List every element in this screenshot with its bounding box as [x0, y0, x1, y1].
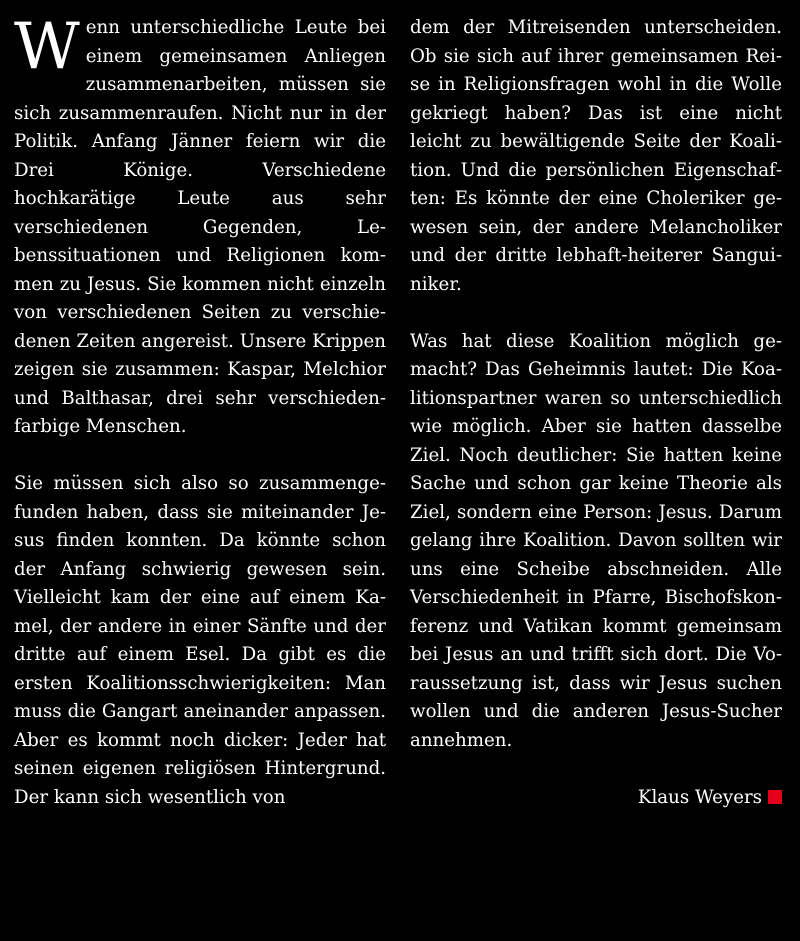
paragraph-2: Sie müssen sich also so zusammengefunden haben, dass sie miteinander Jesus finden konnten. Da könnte schon der Anfang schwierig gewesen sein. Vielleicht kam der eine auf einem Kamel, der andere in einer Sänfte und der dritte auf einem Esel. Da gibt es die ersten Koalitionsschwierigkeiten: Man muss die Gangart aneinander anpassen. Aber es kommt noch dicker: Jeder hat seinen eigenen religiösen Hintergrund. Der kann sich wesentlich von	[14, 473, 386, 808]
end-mark-square-icon	[768, 790, 782, 804]
paragraph-4: Was hat diese Koalition möglich gemacht? Das Geheimnis lautet: Die Koalitionspartner waren so unterschiedlich wie möglich. Aber sie hatten dasselbe Ziel. Noch deutlicher: Sie hatten keine Sache und schon gar keine Theorie als Ziel, sondern eine Person: Jesus. Darum gelang ihre Koalition. Davon sollten wir uns eine Scheibe abschneiden. Alle Verschiedenheit in Pfarre, Bischofskonferenz und Vatikan kommt gemeinsam bei Jesus an und trifft sich dort. Die Voraussetzung ist, dass wir Jesus suchen wollen und die anderen Jesus-Sucher annehmen.	[410, 330, 782, 751]
paragraph-3: dem der Mitreisenden unterscheiden. Ob sie sich auf ihrer gemeinsamen Reise in Religionsfragen wohl in die Wolle gekriegt haben? Das ist eine nicht leicht zu bewältigende Seite der Koalition. Und die persönlichen Eigenschaften: Es könnte der eine Choleriker gewesen sein, der andere Melancholiker und der dritte lebhaft-heiterer Sanguiniker.	[410, 17, 782, 295]
paragraph-1-text: enn unterschiedliche Leute bei einem gemeinsamen Anliegen zusammenarbeiten, müssen sie sich zusammenraufen. Nicht nur in der Politik. Anfang Jänner feiern wir die Drei Könige. Verschiedene hochkarätige Leute aus sehr verschiedenen Gegenden, Lebenssituationen und Religionen kommen zu Jesus. Sie kommen nicht einzeln von verschiedenen Seiten zu verschiedenen Zeiten angereist. Unsere Krippen zeigen sie zusammen: Kaspar, Melchior und Balthasar, drei sehr verschiedenfarbige Menschen.	[14, 17, 386, 437]
paragraph-1	[14, 10, 386, 442]
author-signature	[410, 784, 782, 813]
author-name: Klaus Weyers	[637, 786, 762, 808]
drop-cap: W	[14, 10, 80, 84]
right-column	[410, 14, 782, 812]
left-column	[14, 10, 386, 812]
